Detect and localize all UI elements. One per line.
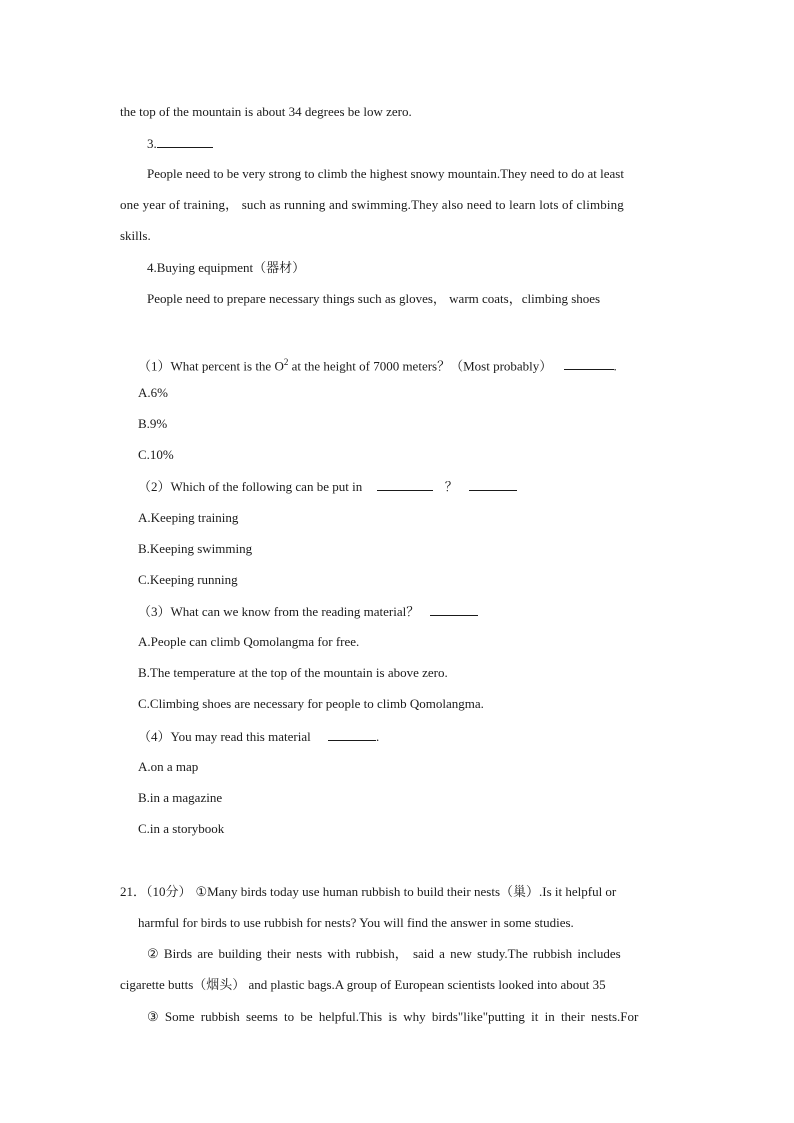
option-c: C.Climbing shoes are necessary for people to climb Qomolangma. bbox=[138, 696, 484, 711]
answer-blank bbox=[157, 135, 213, 148]
passage-line: People need to prepare necessary things such as gloves， warm coats，climbing shoes bbox=[147, 291, 601, 306]
passage-line: cigarette butts（烟头） and plastic bags.A group of European scientists looked into about 35 bbox=[120, 977, 606, 992]
subscript-2: 2 bbox=[283, 357, 289, 367]
passage-line: People need to be very strong to climb the highest snowy mountain.They need to do at least bbox=[147, 166, 624, 181]
question-1-stem: （1）What percent is the $O^2$ at the height of 7000 meters？（Most probably） . bbox=[138, 357, 617, 374]
option-b: B.in a magazine bbox=[138, 790, 223, 805]
option-b: B.The temperature at the top of the mountain is above zero. bbox=[138, 665, 448, 680]
question-21-line-1: 21．（10分） ①Many birds today use human rubbish to build their nests（巢）.Is it helpful or bbox=[120, 884, 617, 899]
item-3-heading bbox=[147, 135, 213, 152]
question-3-stem: （3）What can we know from the reading material？ bbox=[138, 603, 478, 620]
question-number: 21．（10分） bbox=[120, 884, 192, 899]
option-a: A.6% bbox=[138, 385, 168, 400]
answer-blank bbox=[328, 728, 376, 741]
option-b: B.9% bbox=[138, 416, 168, 431]
passage-line: ② Birds are building their nests with rubbish， said a new study.The rubbish includes bbox=[147, 946, 621, 961]
passage-line: skills. bbox=[120, 228, 151, 243]
question-4-stem: （4）You may read this material . bbox=[138, 729, 380, 744]
passage-line: ③ Some rubbish seems to be helpful.This is why birds"like"putting it in their nests.For bbox=[147, 1009, 639, 1024]
option-b: B.Keeping swimming bbox=[138, 541, 253, 556]
passage-line: the top of the mountain is about 34 degrees be low zero. bbox=[120, 104, 412, 119]
item-3-label: 3. bbox=[147, 136, 157, 151]
option-c: C.in a storybook bbox=[138, 821, 225, 836]
answer-blank bbox=[469, 478, 517, 491]
answer-blank bbox=[564, 357, 614, 370]
option-a: A.on a map bbox=[138, 759, 199, 774]
passage-line: one year of training， such as running and swimming.They also need to learn lots of climbing bbox=[120, 197, 624, 212]
option-c: C.10% bbox=[138, 447, 174, 462]
option-c: C.Keeping running bbox=[138, 572, 238, 587]
option-a: A.People can climb Qomolangma for free. bbox=[138, 634, 360, 649]
option-a: A.Keeping training bbox=[138, 510, 239, 525]
answer-blank bbox=[377, 478, 433, 491]
question-2-stem: （2）Which of the following can be put in ？ bbox=[138, 478, 517, 495]
item-4-heading: 4.Buying equipment（器材） bbox=[147, 260, 306, 275]
passage-line: harmful for birds to use rubbish for nests? You will find the answer in some studies. bbox=[138, 915, 574, 930]
answer-blank bbox=[430, 603, 478, 616]
